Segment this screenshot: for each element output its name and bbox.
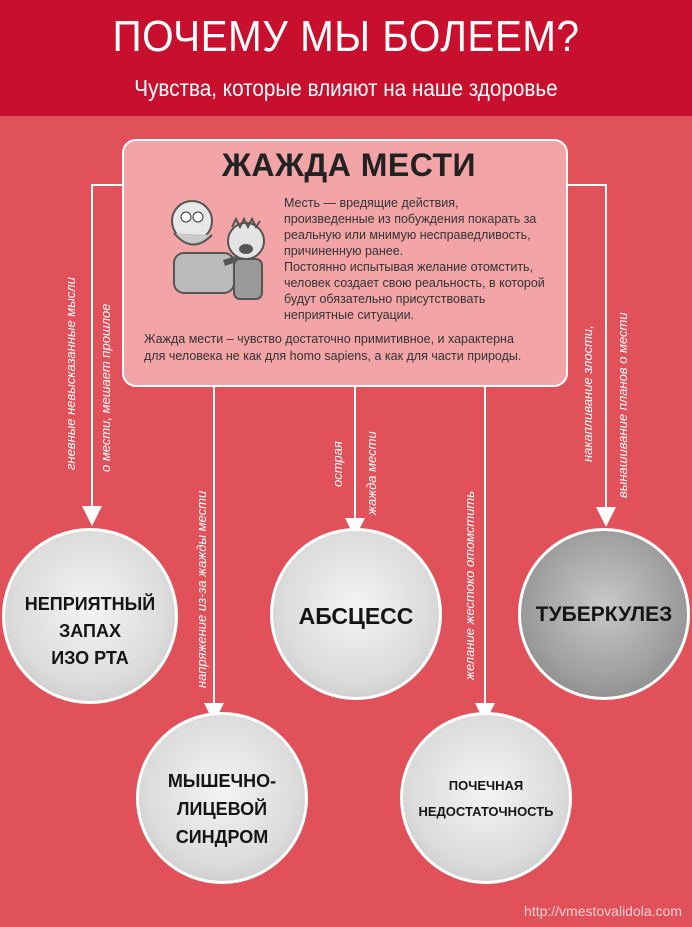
circle-bad-breath (2, 528, 178, 704)
panel-title: ЖАЖДА МЕСТИ (221, 147, 477, 183)
bad-breath-line: НЕПРИЯТНЫЙ (24, 594, 156, 614)
definition-line: реальную или мнимую несправедливость, (284, 228, 531, 242)
myofacial-line: МЫШЕЧНО- (167, 771, 277, 791)
definition-line: Постоянно испытывая желание отомстить, (284, 260, 534, 274)
definition-line: человек создает свою реальность, в которой (284, 276, 545, 290)
revenge-thirst-panel (122, 139, 568, 387)
circle-abscess (270, 528, 442, 700)
myofacial-line: СИНДРОМ (175, 827, 269, 847)
label-tension: напряжение из-за жажды мести (194, 490, 209, 688)
page-subtitle: Чувства, которые влияют на наше здоровье (134, 75, 558, 101)
definition-line: будут обязательно присутствовать (284, 292, 486, 306)
label-past-revenge: о мести, мешает прошлое (98, 303, 113, 472)
circle-tuberculosis (518, 528, 690, 700)
revenge-definition (284, 195, 556, 323)
myofacial-line: ЛИЦЕВОЙ (176, 799, 268, 819)
abscess-label: АБСЦЕСС (298, 603, 414, 629)
bad-breath-label (5, 591, 175, 672)
label-cruel-revenge: желание жестоко отомстить (462, 490, 477, 680)
kidney-line: ПОЧЕЧНАЯ (448, 778, 524, 793)
summary-line: Жажда мести – чувство достаточно примитивное, и характерна (144, 332, 514, 346)
kidney-failure-label (403, 773, 569, 825)
definition-line: причиненную ранее. (284, 244, 404, 258)
circle-kidney-failure (400, 712, 572, 884)
bad-breath-line: ЗАПАХ (59, 621, 121, 641)
definition-line: произведенные из побуждения покарать за (284, 212, 537, 226)
label-revenge-plans: вынашивание планов о мести (615, 312, 630, 498)
definition-line: Месть — вредящие действия, (284, 196, 459, 210)
revenge-summary (144, 331, 554, 365)
tuberculosis-label: ТУБЕРКУЛЕЗ (535, 603, 673, 626)
cartoon-illustration (154, 193, 276, 313)
circle-myofacial (136, 712, 308, 884)
label-anger-accumulation: накапливание злости, (580, 325, 595, 462)
kidney-line: НЕДОСТАТОЧНОСТЬ (418, 804, 554, 819)
label-unspoken-thoughts: гневные невысказанные мысли (63, 277, 78, 470)
definition-line: неприятные ситуации. (284, 308, 415, 322)
page-title: ПОЧЕМУ МЫ БОЛЕЕМ? (112, 12, 580, 61)
label-acute: острая (330, 441, 345, 487)
myofacial-label (139, 767, 305, 851)
label-acute-revenge: жажда мести (364, 431, 379, 515)
bad-breath-line: ИЗО РТА (51, 648, 129, 668)
source-url: http://vmestovalidola.com (524, 903, 682, 919)
summary-line: для человека не как для homo sapiens, а как для части природы. (144, 349, 522, 363)
